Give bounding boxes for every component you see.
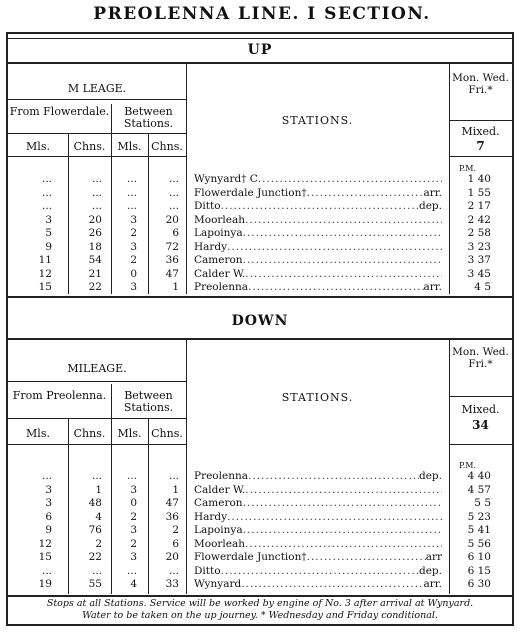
table-row (8, 268, 512, 280)
btw-mls-cell: 0 (130, 267, 137, 280)
from-mls-cell: ... (41, 470, 52, 482)
station-name: Preolenna (194, 470, 248, 482)
from-chns-cell: 18 (88, 240, 102, 253)
btw-mls-cell: 3 (130, 213, 137, 226)
from-mls-cell: 19 (38, 578, 52, 590)
rule (8, 62, 512, 64)
arr-dep-marker: dep. (419, 470, 442, 482)
btw-chns-cell: 47 (165, 267, 179, 280)
table-row (8, 524, 512, 536)
btw-chns-cell: 36 (165, 254, 179, 266)
time-cell: 1 40 (467, 173, 491, 185)
time-cell: 2 58 (467, 227, 491, 239)
leader-dots (227, 511, 442, 523)
leader-dots (245, 484, 442, 496)
time-cell: 4 5 (474, 281, 491, 293)
table-row (8, 200, 512, 212)
from-mls-cell: 12 (38, 537, 52, 550)
table-row (8, 565, 512, 577)
down-col-mls: Mls. (26, 427, 50, 440)
down-mileage-label: MILEAGE. (67, 362, 127, 375)
from-chns-cell: 20 (88, 213, 102, 226)
station-name: Ditto (194, 564, 221, 577)
down-between-label: Between Stations. (123, 389, 174, 414)
station-name: Flowerdale Junction† (194, 551, 307, 563)
down-train-type: Mixed. (461, 403, 500, 416)
down-from-label: From Preolenna. (12, 389, 107, 402)
leader-dots (243, 227, 442, 239)
up-heading: UP (247, 42, 273, 58)
up-train-number: 7 (476, 139, 485, 153)
from-mls-cell: ... (41, 173, 52, 185)
time-cell: 4 40 (467, 470, 491, 482)
table-row (8, 281, 512, 293)
from-chns-cell: 1 (95, 483, 102, 496)
from-mls-cell: 11 (38, 254, 52, 266)
table-row (8, 511, 512, 523)
station-name: Calder W. (194, 267, 246, 280)
btw-mls-cell: 3 (130, 240, 137, 253)
time-cell: 1 55 (467, 186, 491, 199)
btw-chns-cell: 20 (165, 213, 179, 226)
station-cell (194, 187, 442, 199)
time-cell: 5 41 (467, 524, 491, 536)
from-chns-cell: 55 (88, 578, 102, 590)
station-name: Flowerdale Junction† (194, 186, 307, 199)
rule (8, 595, 512, 597)
btw-mls-cell: 3 (130, 281, 137, 293)
station-name: Calder W. (194, 483, 246, 496)
btw-chns-cell: ... (168, 186, 179, 199)
up-col-mls: Mls. (117, 140, 142, 153)
rule (8, 133, 186, 134)
from-mls-cell: 5 (45, 227, 52, 239)
btw-chns-cell: ... (168, 173, 179, 185)
up-col-chns: Chns. (73, 140, 106, 153)
from-mls-cell: 9 (45, 524, 52, 536)
btw-chns-cell: 33 (165, 578, 179, 590)
rule (8, 418, 186, 419)
up-stations-label: STATIONS. (281, 114, 354, 127)
station-cell (194, 214, 442, 226)
btw-chns-cell: ... (168, 200, 179, 212)
up-mileage-label: M LEAGE. (67, 82, 127, 95)
station-cell (194, 497, 442, 509)
footer-line-1: Stops at all Stations. Service will be worked by engine of No. 3 after arrival at Wynyard. (46, 598, 474, 609)
btw-mls-cell: 2 (130, 227, 137, 239)
rule (8, 296, 512, 298)
from-chns-cell: 22 (88, 281, 102, 293)
btw-chns-cell: 20 (165, 551, 179, 563)
arr-dep-marker: arr (425, 551, 442, 563)
from-chns-cell: 26 (88, 227, 102, 239)
rule (8, 338, 512, 340)
leader-dots (227, 241, 442, 253)
table-row (8, 173, 512, 185)
down-stations-label: STATIONS. (281, 391, 354, 404)
up-col-chns: Chns. (151, 140, 183, 153)
leader-dots (307, 551, 426, 563)
leader-dots (243, 497, 442, 509)
btw-mls-cell: 3 (130, 483, 137, 496)
rule (8, 156, 186, 157)
station-cell (194, 241, 442, 253)
from-mls-cell: 3 (45, 497, 52, 509)
down-time-unit: P.M. (459, 461, 477, 470)
station-cell (194, 281, 442, 293)
from-chns-cell: ... (91, 564, 102, 577)
rule (8, 381, 186, 382)
from-mls-cell: 3 (45, 483, 52, 496)
table-row (8, 187, 512, 199)
station-cell (194, 200, 442, 212)
station-name: Ditto (194, 200, 221, 212)
table-row (8, 254, 512, 266)
station-name: Lapoinya (194, 524, 243, 536)
time-cell: 3 45 (467, 267, 491, 280)
btw-chns-cell: 6 (172, 227, 179, 239)
leader-dots (241, 578, 423, 590)
from-chns-cell: ... (91, 200, 102, 212)
from-mls-cell: 15 (38, 281, 52, 293)
rule (8, 99, 186, 100)
time-cell: 5 23 (467, 510, 491, 523)
station-name: Moorleah (194, 213, 246, 226)
leader-dots (245, 268, 442, 280)
station-name: Wynyard (194, 578, 242, 590)
time-cell: 2 17 (467, 200, 491, 212)
station-cell (194, 268, 442, 280)
down-col-chns: Chns. (73, 427, 106, 440)
btw-mls-cell: ... (126, 186, 137, 199)
leader-dots (248, 281, 424, 293)
leader-dots (307, 187, 424, 199)
arr-dep-marker: dep. (419, 564, 442, 577)
from-chns-cell: ... (91, 186, 102, 199)
up-days-label: Mon. Wed. Fri.* (452, 72, 509, 96)
table-row (8, 578, 512, 590)
table-row (8, 538, 512, 550)
rule (449, 120, 512, 121)
up-col-mls: Mls. (26, 140, 50, 153)
table-row (8, 551, 512, 563)
time-cell: 3 37 (467, 254, 491, 266)
table-row (8, 497, 512, 509)
table-row (8, 470, 512, 482)
up-time-unit: P.M. (459, 164, 477, 173)
from-mls-cell: 12 (38, 267, 52, 280)
down-train-number: 34 (472, 418, 489, 432)
from-mls-cell: 9 (45, 240, 52, 253)
up-between-label: Between Stations. (123, 105, 174, 130)
time-cell: 4 57 (467, 483, 491, 496)
btw-chns-cell: 36 (165, 510, 179, 523)
rule (449, 156, 512, 157)
leader-dots (243, 254, 442, 266)
from-mls-cell: 6 (45, 510, 52, 523)
leader-dots (258, 173, 442, 185)
btw-mls-cell: ... (126, 200, 137, 212)
time-cell: 6 10 (467, 551, 491, 563)
station-name: Preolenna (194, 281, 248, 293)
station-cell (194, 524, 442, 536)
down-heading: DOWN (231, 313, 289, 329)
station-cell (194, 173, 442, 185)
station-cell (194, 484, 442, 496)
down-col-mls: Mls. (117, 427, 142, 440)
btw-mls-cell: 2 (130, 254, 137, 266)
time-cell: 3 23 (467, 240, 491, 253)
from-mls-cell: 15 (38, 551, 52, 563)
rule (449, 396, 512, 397)
btw-chns-cell: 2 (172, 524, 179, 536)
station-name: Lapoinya (194, 227, 243, 239)
station-cell (194, 538, 442, 550)
from-chns-cell: ... (91, 470, 102, 482)
station-cell (194, 511, 442, 523)
table-row (8, 484, 512, 496)
up-train-type: Mixed. (461, 125, 500, 138)
station-name: Wynyard† C (194, 173, 258, 185)
leader-dots (221, 200, 419, 212)
btw-mls-cell: 2 (130, 510, 137, 523)
btw-mls-cell: 0 (130, 497, 137, 509)
station-name: Cameron (194, 497, 243, 509)
timetable-frame (6, 32, 514, 626)
from-chns-cell: 48 (88, 497, 102, 509)
btw-mls-cell: 3 (130, 524, 137, 536)
station-cell (194, 227, 442, 239)
arr-dep-marker: arr. (423, 281, 442, 293)
station-cell (194, 565, 442, 577)
btw-chns-cell: 6 (172, 537, 179, 550)
btw-chns-cell: 1 (172, 483, 179, 496)
table-row (8, 227, 512, 239)
rule (8, 444, 186, 445)
station-cell (194, 578, 442, 590)
time-cell: 6 15 (467, 564, 491, 577)
from-chns-cell: 21 (88, 267, 102, 280)
btw-mls-cell: 2 (130, 537, 137, 550)
station-name: Hardy (194, 240, 228, 253)
station-name: Cameron (194, 254, 243, 266)
rule (449, 444, 512, 445)
leader-dots (248, 470, 419, 482)
footer-line-2: Water to be taken on the up journey. * Wednesday and Friday conditional. (82, 610, 438, 621)
from-mls-cell: ... (41, 200, 52, 212)
from-chns-cell: 76 (88, 524, 102, 536)
btw-chns-cell: 1 (172, 281, 179, 293)
btw-chns-cell: 72 (165, 240, 179, 253)
station-name: Hardy (194, 510, 228, 523)
station-cell (194, 551, 442, 563)
from-chns-cell: 22 (88, 551, 102, 563)
time-cell: 5 56 (467, 537, 491, 550)
leader-dots (245, 214, 442, 226)
station-cell (194, 254, 442, 266)
footer-notes (8, 598, 512, 622)
down-days-label: Mon. Wed. Fri.* (452, 346, 509, 370)
btw-mls-cell: 4 (130, 578, 137, 590)
down-col-chns: Chns. (151, 427, 183, 440)
btw-mls-cell: ... (126, 564, 137, 577)
page-title: PREOLENNA LINE. I SECTION. (93, 4, 431, 24)
leader-dots (243, 524, 442, 536)
leader-dots (245, 538, 442, 550)
from-chns-cell: 2 (95, 537, 102, 550)
btw-chns-cell: ... (168, 564, 179, 577)
station-name: Moorleah (194, 537, 246, 550)
time-cell: 5 5 (474, 497, 491, 509)
from-mls-cell: ... (41, 564, 52, 577)
btw-mls-cell: ... (126, 173, 137, 185)
arr-dep-marker: arr. (423, 578, 442, 590)
btw-chns-cell: ... (168, 470, 179, 482)
leader-dots (221, 565, 419, 577)
from-chns-cell: 54 (88, 254, 102, 266)
arr-dep-marker: dep. (419, 200, 442, 212)
btw-mls-cell: 3 (130, 551, 137, 563)
time-cell: 2 42 (467, 213, 491, 226)
station-cell (194, 470, 442, 482)
btw-mls-cell: ... (126, 470, 137, 482)
arr-dep-marker: arr. (423, 186, 442, 199)
btw-chns-cell: 47 (165, 497, 179, 509)
up-from-label: From Flowerdale. (9, 105, 110, 118)
from-mls-cell: 3 (45, 213, 52, 226)
table-row (8, 241, 512, 253)
from-mls-cell: ... (41, 186, 52, 199)
time-cell: 6 30 (467, 578, 491, 590)
from-chns-cell: 4 (95, 510, 102, 523)
table-row (8, 214, 512, 226)
from-chns-cell: ... (91, 173, 102, 185)
